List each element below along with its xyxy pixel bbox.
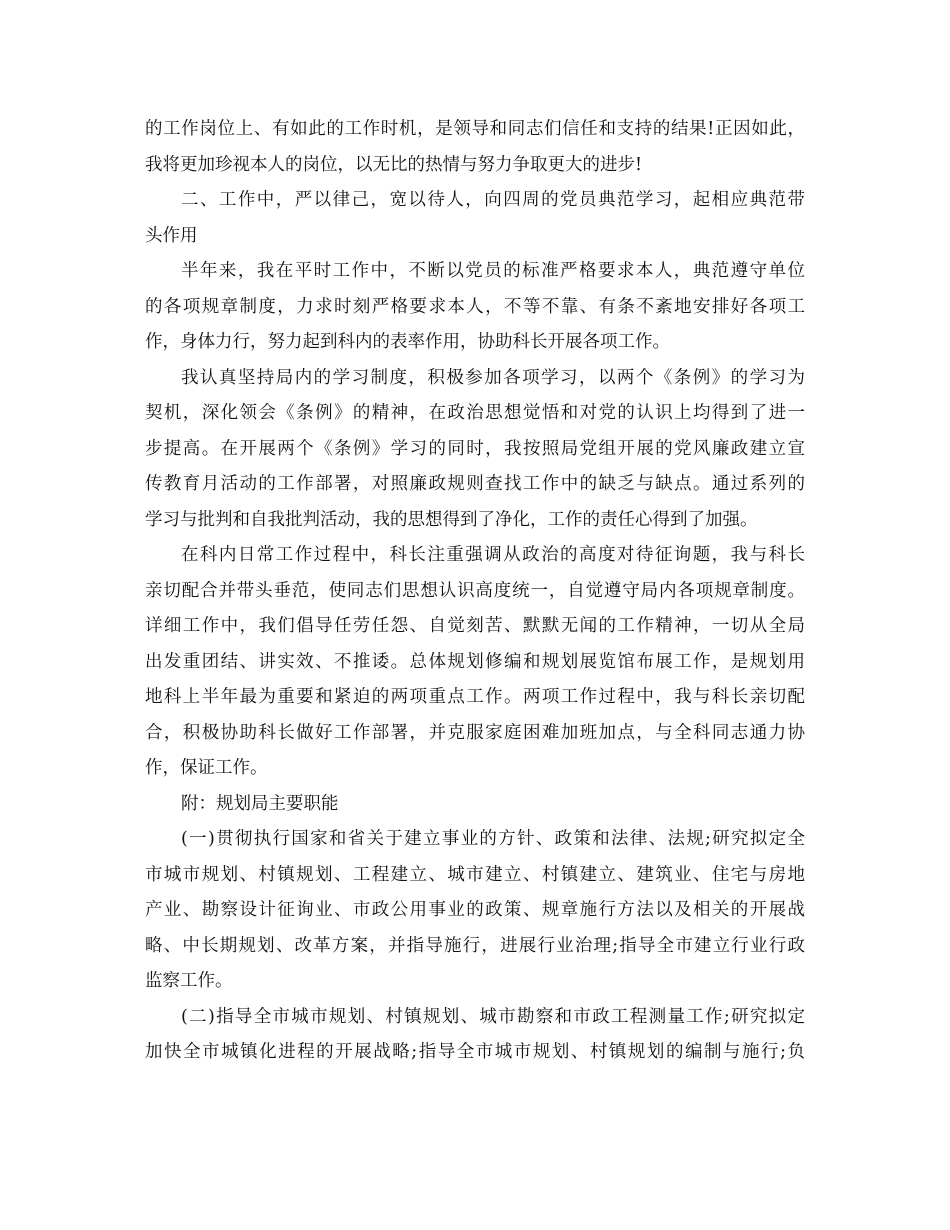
text-line: 头作用 <box>145 225 198 246</box>
paragraph-start-line: (二)指导全市城市规划、村镇规划、城市勘察和市政工程测量工作;研究拟定 <box>181 1006 805 1027</box>
text-line: 传教育月活动的工作部署，对照廉政规则查找工作中的缺乏与缺点。通过系列的 <box>145 474 805 494</box>
text-line: 步提高。在开展两个《条例》学习的同时，我按照局党组开展的党风廉政建立宣 <box>145 438 805 459</box>
text-line: 加快全市城镇化进程的开展战略;指导全市城市规划、村镇规划的编制与施行;负 <box>145 1042 805 1062</box>
paragraph-start-line: (一)贯彻执行国家和省关于建立事业的方针、政策和法律、法规;研究拟定全 <box>181 829 805 849</box>
text-line: 市城市规划、村镇规划、工程建立、城市建立、村镇建立、建筑业、住宅与房地 <box>145 864 805 885</box>
paragraph-heading-line: 二、工作中，严以律己，宽以待人，向四周的党员典范学习，起相应典范带 <box>181 190 805 210</box>
text-line: 产业、勘察设计征询业、市政公用事业的政策、规章施行方法以及相关的开展战 <box>145 900 805 920</box>
text-line: 作，身体力行，努力起到科内的表率作用，协助科长开展各项工作。 <box>145 332 670 352</box>
paragraph-start-line: 我认真坚持局内的学习制度，积极参加各项学习，以两个《条例》的学习为 <box>181 367 805 388</box>
document-body <box>145 112 805 1071</box>
text-line: 合，积极协助科长做好工作部署，并克服家庭困难加班加点，与全科同志通力协 <box>145 722 805 743</box>
text-line: 地科上半年最为重要和紧迫的两项重点工作。两项工作过程中，我与科长亲切配 <box>145 687 805 707</box>
text-line: 详细工作中，我们倡导任劳任怨、自觉刻苦、默默无闻的工作精神，一切从全局 <box>145 616 805 636</box>
paragraph-start-line: 在科内日常工作过程中，科长注重强调从政治的高度对待征询题，我与科长 <box>181 545 805 565</box>
text-line: 契机，深化领会《条例》的精神，在政治思想觉悟和对党的认识上均得到了进一 <box>145 403 805 423</box>
text-line: 出发重团结、讲实效、不推诿。总体规划修编和规划展览馆布展工作，是规划用 <box>145 651 805 672</box>
text-line: 我将更加珍视本人的岗位，以无比的热情与努力争取更大的进步! <box>145 154 643 175</box>
text-line: 的工作岗位上、有如此的工作时机，是领导和同志们信任和支持的结果!正因如此， <box>145 119 805 139</box>
text-line: 略、中长期规划、改革方案，并指导施行，进展行业治理;指导全市建立行业行政 <box>145 935 805 956</box>
text-line: 监察工作。 <box>145 971 233 991</box>
text-line: 学习与批判和自我批判活动，我的思想得到了净化，工作的责任心得到了加强。 <box>145 509 758 530</box>
text-line: 作，保证工作。 <box>145 758 268 778</box>
text-line: 亲切配合并带头垂范，使同志们思想认识高度统一，自觉遵守局内各项规章制度。 <box>145 580 805 601</box>
text-line: 的各项规章制度，力求时刻严格要求本人，不等不靠、有条不紊地安排好各项工 <box>145 296 805 317</box>
appendix-heading: 附：规划局主要职能 <box>181 793 339 814</box>
paragraph-start-line: 半年来，我在平时工作中，不断以党员的标准严格要求本人，典范遵守单位 <box>181 261 805 281</box>
